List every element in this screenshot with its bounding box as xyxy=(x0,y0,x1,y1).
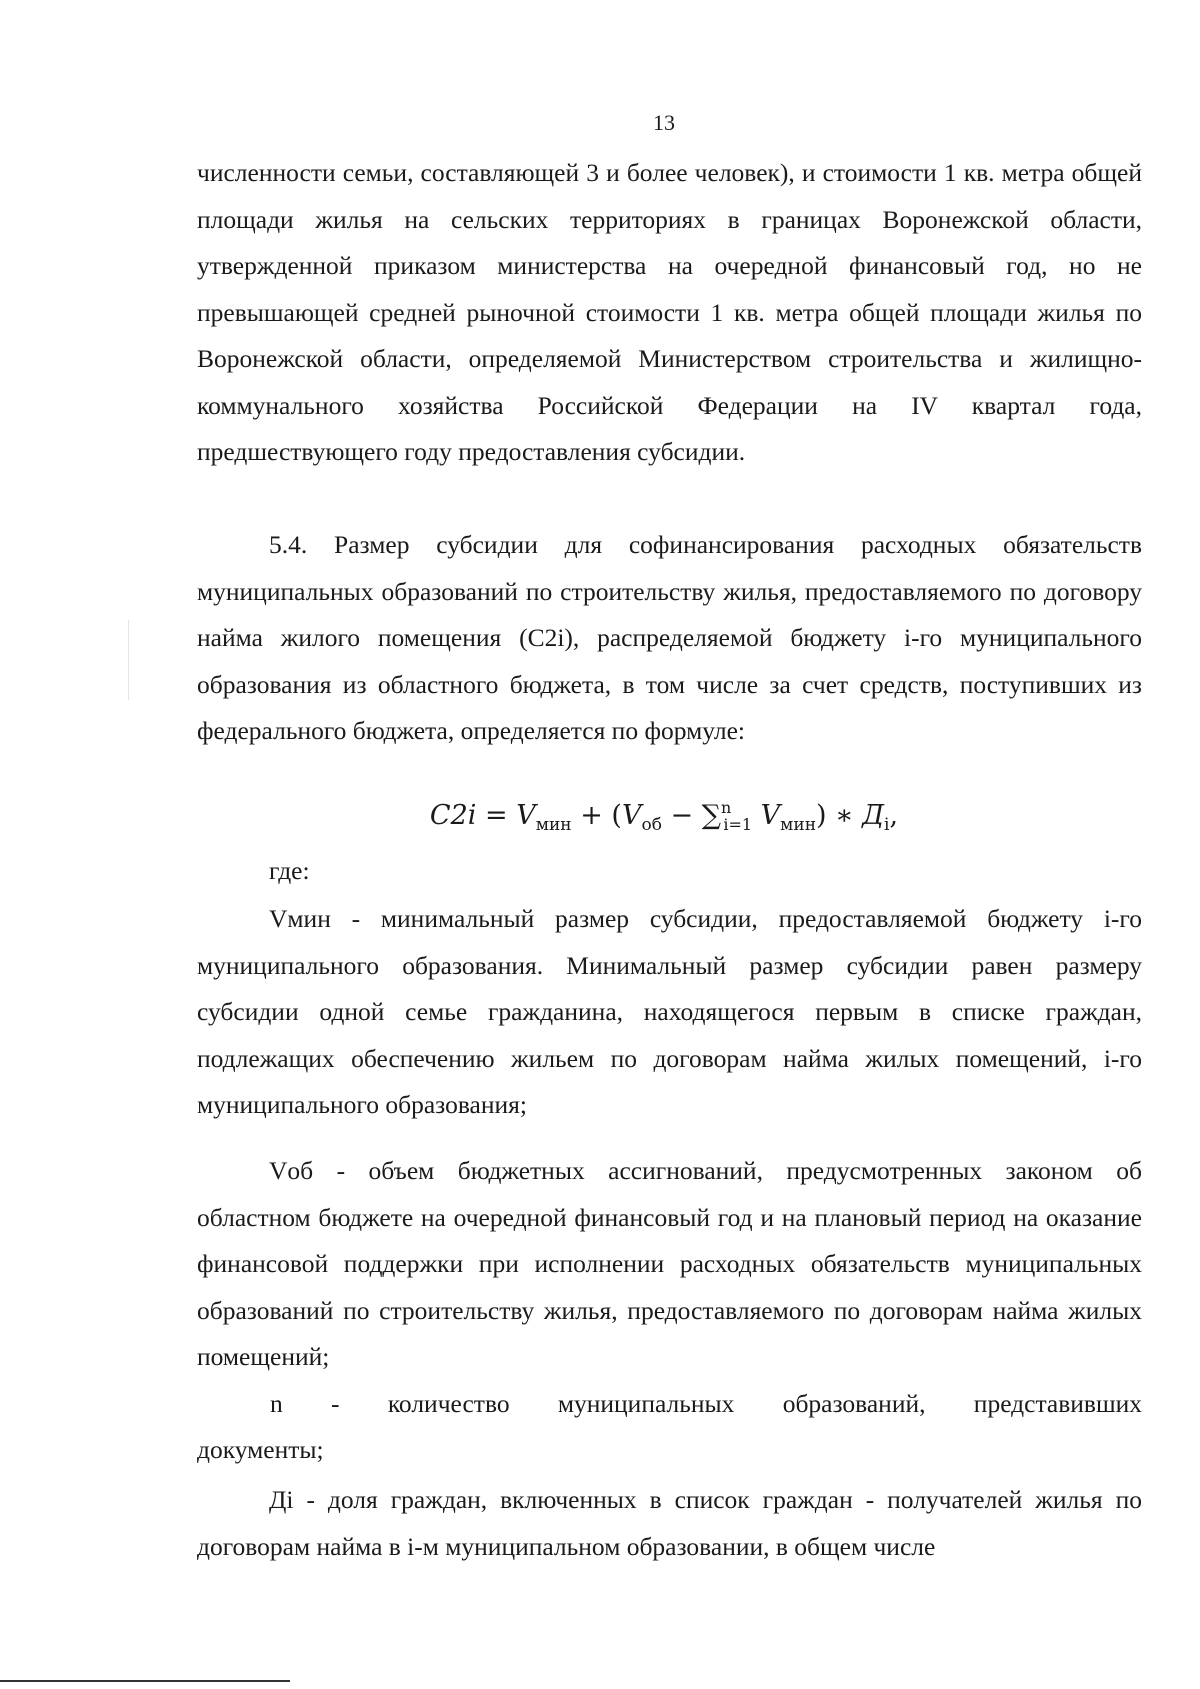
definition-vob: Vоб - объем бюджетных ассигнований, предусмотренных законом об областном бюджете на очередной финансовый год и на плановый период на оказание финансовой поддержки при исполнении расходных обязательств муниципальных образований по строительству жилья, предоставляемого по договорам найма жилых помещений; xyxy=(197,1156,1142,1371)
paragraph-5-4: 5.4. Размер субсидии для софинансирования расходных обязательств муниципальных образований по строительству жилья, предоставляемого по договору найма жилого помещения (С2i), распределяемой бюджету i-го муниципального образования из областного бюджета, в том числе за счет средств, поступивших из федерального бюджета, определяется по формуле: xyxy=(197,530,1142,745)
formula-minus: − xyxy=(670,800,694,831)
scan-artifact-line xyxy=(128,620,129,700)
definition-di: Дi - доля граждан, включенных в список граждан - получателей жилья по договорам найма в i-м муниципальном образовании, в общем числе xyxy=(197,1485,1142,1561)
footer-rule xyxy=(0,1680,290,1682)
definition-n-line2: документы; xyxy=(197,1435,324,1464)
formula-lhs: C2i xyxy=(429,800,477,831)
formula-close: ) ∗ xyxy=(816,800,854,831)
subsidy-formula xyxy=(64,798,1200,835)
definition-n-line1: n - количество муниципальных образований, представивших xyxy=(270,1389,1142,1418)
definition-vmin: Vмин - минимальный размер субсидии, предоставляемой бюджету i-го муниципального образования. Минимальный размер субсидии равен размеру субсидии одной семье гражданина, находящегося первым в списке граждан, подлежащих обеспечению жильем по договорам найма жилых помещений, i-го муниципального образования; xyxy=(197,904,1142,1119)
formula-v-ob: V xyxy=(621,800,642,831)
formula-v-min-2-sub: мин xyxy=(780,815,817,835)
formula-sigma-sup: n xyxy=(721,798,732,817)
where-label: где: xyxy=(269,856,310,885)
formula-equals: = xyxy=(485,800,508,831)
formula-d-sub: i xyxy=(884,815,890,835)
page-number: 13 xyxy=(653,110,675,135)
paragraph-continuation: численности семьи, составляющей 3 и более человек), и стоимости 1 кв. метра общей площади жилья на сельских территориях в границах Воронежской области, утвержденной приказом министерства на очередной финансовый год, но не превышающей средней рыночной стоимости 1 кв. метра общей площади жилья по Воронежской области, определяемой Министерством строительства и жилищно-коммунального хозяйства Российской Федерации на IV квартал года, предшествующего году предоставления субсидии. xyxy=(197,158,1142,466)
formula-plus: + ( xyxy=(580,800,622,831)
formula-end: , xyxy=(889,800,899,831)
formula-d: Д xyxy=(862,800,885,831)
formula-sigma-sub: i=1 xyxy=(723,815,753,834)
formula-v-min-sub: мин xyxy=(535,815,572,835)
formula-v-min: V xyxy=(516,800,536,831)
formula-sigma: ∑ xyxy=(701,800,722,831)
formula-v-ob-sub: об xyxy=(641,815,662,835)
formula-v-min-2: V xyxy=(760,800,781,831)
